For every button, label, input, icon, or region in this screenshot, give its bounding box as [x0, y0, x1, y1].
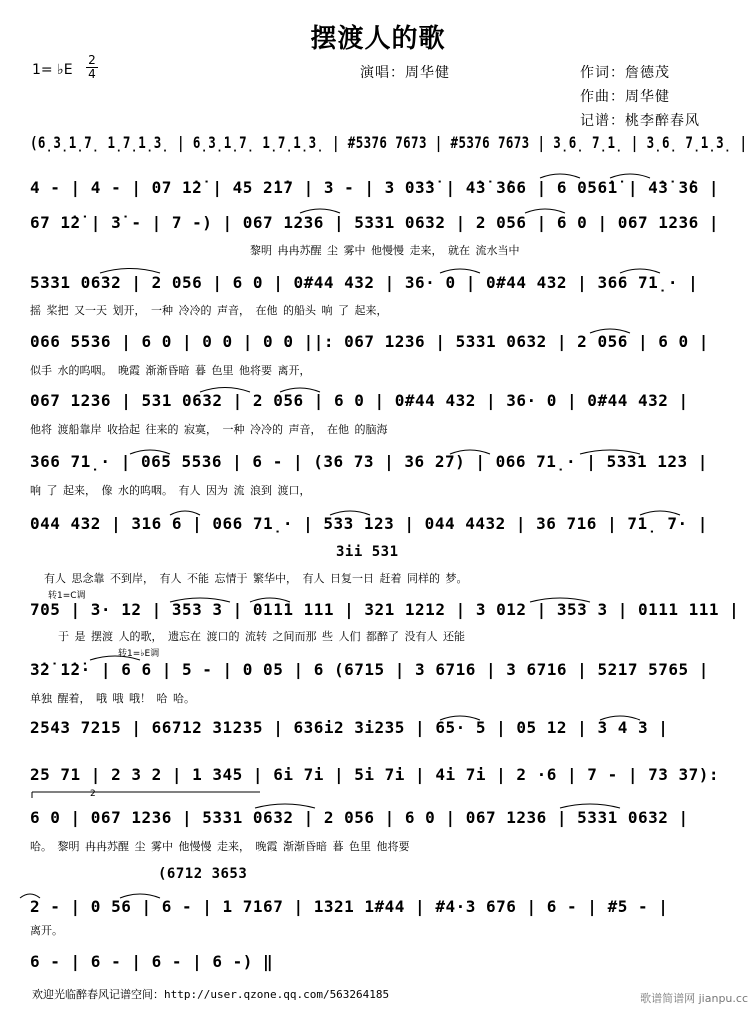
lyrics-row-5: 似手 水的呜咽。 晚霞 渐渐昏暗 暮 色里 他将要 离开， — [30, 364, 311, 377]
score-row-3: 67 1̇2̇ | 3̇ - | 7 -) | 067 1236 | 5331 0632 | 2 056 | 6 0 | 067 1236 | — [30, 213, 720, 232]
volta-label: 2 — [90, 789, 96, 799]
score-row-7: 366 71̣· | 065 5536 | 6 - | (36 73 | 36 27) | 066 71̣· | 5331 123 | — [30, 452, 708, 471]
score-row-11: 2543 7215 | 66712 31235 | 636i2 3i235 | 65· 5 | 05 12 | 3 4 3 | — [30, 718, 669, 737]
time-signature — [86, 54, 98, 81]
score-row-8: 044 432 | 316 6 | 066 71̣· | 533 123 | 044 4432 | 36 716 | 71̣ 7· | — [30, 514, 708, 533]
lyrics-row-7: 响 了 起来， 像 水的呜咽。 有人 因为 流 浪到 渡口， — [30, 484, 311, 497]
score-row-1: (6̣3̣1̣7̣ 1̣7̣1̣3̣ | 6̣3̣1̣7̣ 1̣7̣1̣3̣ | #5376 7673 | #5376 7673 | 3̣6̣ 7̣1̣ | 3̣6̣ 7̣1̣3̣ | — [30, 133, 748, 152]
lyrics-row-13: 哈。 黎明 冉冉苏醒 尘 雾中 他慢慢 走来， 晚霞 渐渐昏暗 暮 色里 他将要 — [30, 840, 410, 853]
lyrics-row-6: 他将 渡船靠岸 收拾起 往来的 寂寞， 一种 冷冷的 声音， 在他 的脑海 — [30, 423, 388, 436]
singer: 演唱：周华健 — [360, 65, 450, 81]
composer: 作曲：周华健 — [580, 89, 670, 105]
score-row-4: 5331 0632 | 2 056 | 6 0 | 0#44 432 | 36· 0 | 0#44 432 | 366 71̣· | — [30, 273, 699, 292]
lyrics-row-14: 离开。 — [30, 924, 63, 937]
score-row-14-alt: (6712 3653 — [158, 866, 248, 882]
modulation-c: 转1=C调 — [48, 591, 86, 601]
lyrics-row-3: 黎明 冉冉苏醒 尘 雾中 他慢慢 走来， 就在 流水当中 — [250, 244, 520, 257]
lyrics-row-8: 有人 思念靠 不到岸， 有人 不能 忘情于 繁华中， 有人 日复一日 赶着 同样的 梦。 — [44, 572, 468, 585]
lyrics-row-9: 于 是 摆渡 人的歌， 遗忘在 渡口的 流转 之间而那 些 人们 都醉了 没有人 还能 — [58, 630, 465, 643]
time-numerator: 2 — [88, 53, 96, 67]
score-row-15: 6 - | 6 - | 6 - | 6 -) ‖ — [30, 952, 274, 971]
score-row-8-alt: 3ii 531 — [336, 544, 399, 560]
transcriber: 记谱：桃李醉春风 — [580, 113, 700, 129]
modulation-be: 转1=♭E调 — [118, 649, 160, 659]
lyricist: 作词：詹德茂 — [580, 65, 670, 81]
score-row-2: 4 - | 4 - | 07 1̇2̇ | 45 2̇1̇7 | 3 - | 3 03̇3̇ | 4̇3̇ 3̇66 | 6 056̇1̇ | 4̇3̇ 3̇6 | — [30, 178, 720, 197]
score-row-10: 3̇2̇ 1̇2̇· | 6 6 | 5 - | 0 05 | 6 (6715 | 3 6716 | 3 6716 | 5217 5765 | — [30, 660, 709, 679]
key-signature: 1= ♭E — [32, 62, 73, 78]
score-row-13: 6 0 | 067 1236 | 5331 0632 | 2 056 | 6 0 | 067 1236 | 5331 0632 | — [30, 808, 689, 827]
song-title: 摆渡人的歌 — [310, 24, 446, 54]
score-row-6: 067 1236 | 531 0632 | 2 056 | 6 0 | 0#44 432 | 36· 0 | 0#44 432 | — [30, 391, 689, 410]
lyrics-row-4: 摇 桨把 又一天 划开， 一种 冷冷的 声音， 在他 的船头 响 了 起来， — [30, 304, 388, 317]
time-denominator: 4 — [88, 67, 96, 81]
score-row-5: 066 5536 | 6 0 | 0 0 | 0 0 ||: 067 1236 | 5331 0632 | 2 056 | 6 0 | — [30, 332, 709, 351]
score-row-9: 705 | 3· 12 | 353 3 | 0111 111 | 321 1212 | 3 012 | 353 3 | 0111 111 | — [30, 600, 740, 619]
footer-link[interactable]: 欢迎光临醉春风记谱空间：http://user.qzone.qq.com/563264185 — [32, 988, 390, 1001]
score-row-12: 25 71 | 2 3 2 | 1 345 | 6i 7i | 5i 7i | 4i 7i | 2 ·6 | 7 - | 73 37): — [30, 765, 720, 784]
lyrics-row-10: 单独 醒着， 哦 哦 哦！ 哈 哈。 — [30, 692, 195, 705]
score-row-14: 2 - | 0 56 | 6 - | 1 7167 | 1321 1#44 | #4·3 676 | 6 - | #5 - | — [30, 897, 669, 916]
watermark: 歌谱简谱网 jianpu.cc — [640, 992, 748, 1005]
